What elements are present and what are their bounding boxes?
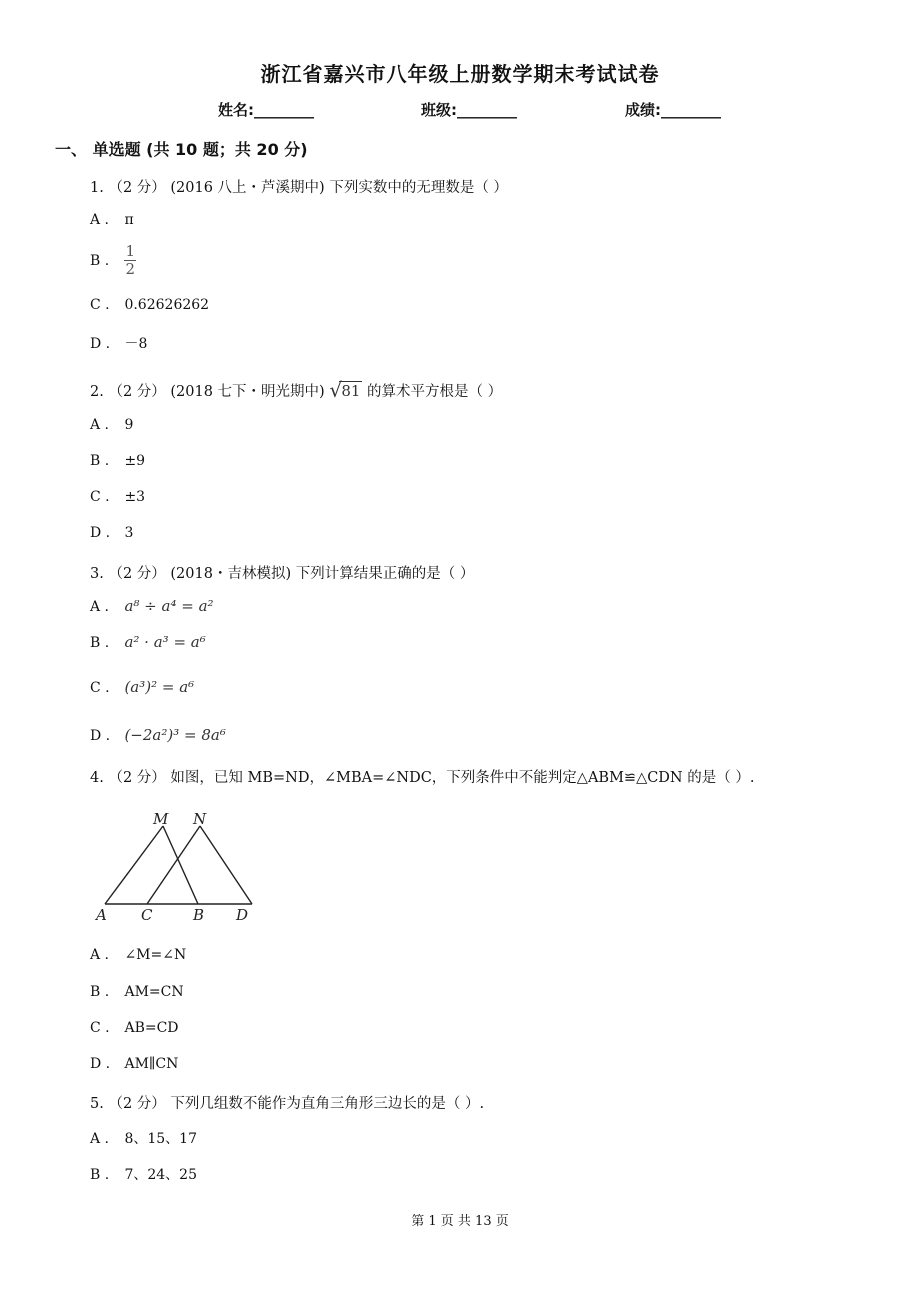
q2-option-c: C . ±3 — [90, 489, 146, 505]
class-field: 班级:________ — [421, 101, 517, 119]
name-field: 姓名:________ — [218, 101, 314, 119]
question-3-stem: 3. （2 分） (2018・吉林模拟) 下列计算结果正确的是（ ） — [90, 566, 475, 582]
fraction-one-half: $\frac{1}{2}$ — [125, 242, 135, 278]
q4-option-b: B . AM=CN — [90, 984, 184, 1000]
question-5-stem: 5. （2 分） 下列几组数不能作为直角三角形三边长的是（ ）. — [90, 1096, 485, 1112]
sqrt-81: √ 81 — [329, 378, 361, 402]
q4-option-d: D . AM∥CN — [90, 1056, 179, 1072]
q3-option-d: D . (−2a²)³ = 8a⁶ — [90, 726, 226, 744]
label-b: B — [193, 906, 205, 924]
q1-option-c: C . 0.62626262 — [90, 297, 210, 313]
question-4-stem: 4. （2 分） 如图，已知 MB=ND，∠MBA=∠NDC，下列条件中不能判定△ABM≌△CDN 的是（ ）. — [90, 770, 755, 786]
q4-option-a: A . ∠M=∠N — [90, 947, 187, 963]
q5-option-b: B . 7、24、25 — [90, 1167, 197, 1183]
q3-formula-b: a² · a³ = a⁶ — [124, 633, 206, 651]
q4-option-c: C . AB=CD — [90, 1020, 179, 1036]
page-title: 浙江省嘉兴市八年级上册数学期末考试试卷 — [260, 62, 660, 86]
q5-option-a: A . 8、15、17 — [90, 1131, 197, 1147]
question-2-stem: 2. （2 分） (2018 七下・明光期中) √ 81 的算术平方根是（ ） — [90, 378, 503, 402]
label-n: N — [193, 810, 207, 828]
q1-option-d: D . －8 — [90, 336, 148, 352]
label-c: C — [141, 906, 153, 924]
triangle-figure — [90, 806, 265, 931]
q3-formula-c: (a³)² = a⁶ — [124, 678, 195, 696]
q2-option-b: B . ±9 — [90, 453, 146, 469]
q3-option-b: B . a² · a³ = a⁶ — [90, 633, 206, 651]
q3-option-c: C . (a³)² = a⁶ — [90, 678, 195, 696]
label-a: A — [96, 906, 107, 924]
q3-option-a: A . a⁸ ÷ a⁴ = a² — [90, 597, 214, 615]
q1-option-a: A . π — [90, 212, 134, 228]
q2-option-a: A . 9 — [90, 417, 134, 433]
score-field: 成绩:________ — [625, 101, 721, 119]
label-d: D — [236, 906, 249, 924]
q2-option-d: D . 3 — [90, 525, 134, 541]
question-1-stem: 1. （2 分） (2016 八上・芦溪期中) 下列实数中的无理数是（ ） — [90, 180, 508, 196]
segment-nd — [200, 826, 252, 904]
section-heading: 一、 单选题 (共 10 题；共 20 分) — [55, 140, 308, 159]
q1-option-b: B . $\frac{1}{2}$ — [90, 242, 135, 278]
label-m: M — [153, 810, 169, 828]
page-footer: 第 1 页 共 13 页 — [411, 1214, 509, 1229]
q3-formula-d: (−2a²)³ = 8a⁶ — [124, 726, 226, 744]
q3-formula-a: a⁸ ÷ a⁴ = a² — [124, 597, 214, 615]
q1-option-a-text: π — [124, 212, 134, 228]
